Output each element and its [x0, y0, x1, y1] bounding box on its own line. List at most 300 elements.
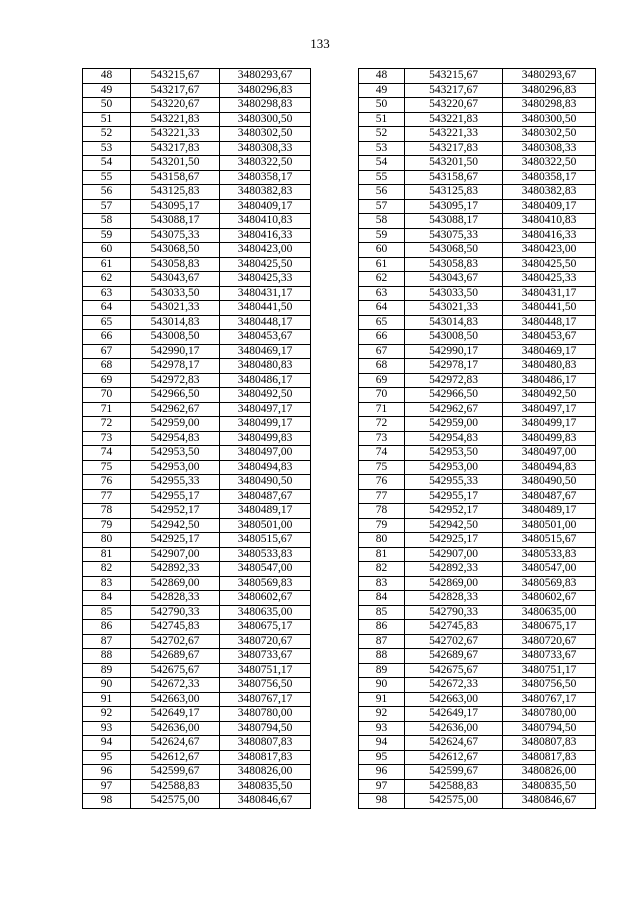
left-point-number-cell: 55 — [83, 170, 131, 185]
column-gap — [311, 431, 359, 446]
right-point-number-cell: 67 — [359, 344, 405, 359]
left-point-number-cell: 93 — [83, 721, 131, 736]
left-y-coordinate-cell: 3480846,67 — [220, 794, 311, 809]
table-row — [83, 112, 596, 127]
right-x-coordinate-cell: 543095,17 — [405, 199, 503, 214]
left-x-coordinate-cell: 542599,67 — [131, 765, 220, 780]
left-x-coordinate-cell: 542952,17 — [131, 504, 220, 519]
column-gap — [311, 489, 359, 504]
right-y-coordinate-cell: 3480720,67 — [503, 634, 596, 649]
table-row — [83, 794, 596, 809]
right-x-coordinate-cell: 543075,33 — [405, 228, 503, 243]
right-y-coordinate-cell: 3480756,50 — [503, 678, 596, 693]
right-y-coordinate-cell: 3480489,17 — [503, 504, 596, 519]
left-point-number-cell: 63 — [83, 286, 131, 301]
left-x-coordinate-cell: 542925,17 — [131, 533, 220, 548]
table-row — [83, 475, 596, 490]
right-x-coordinate-cell: 542624,67 — [405, 736, 503, 751]
left-point-number-cell: 74 — [83, 446, 131, 461]
column-gap — [311, 620, 359, 635]
left-x-coordinate-cell: 542959,00 — [131, 417, 220, 432]
right-y-coordinate-cell: 3480602,67 — [503, 591, 596, 606]
right-y-coordinate-cell: 3480425,50 — [503, 257, 596, 272]
column-gap — [311, 475, 359, 490]
right-y-coordinate-cell: 3480431,17 — [503, 286, 596, 301]
right-y-coordinate-cell: 3480441,50 — [503, 301, 596, 316]
right-y-coordinate-cell: 3480409,17 — [503, 199, 596, 214]
right-x-coordinate-cell: 542649,17 — [405, 707, 503, 722]
right-y-coordinate-cell: 3480322,50 — [503, 156, 596, 171]
right-x-coordinate-cell: 543068,50 — [405, 243, 503, 258]
left-x-coordinate-cell: 542675,67 — [131, 663, 220, 678]
right-x-coordinate-cell: 543125,83 — [405, 185, 503, 200]
left-y-coordinate-cell: 3480296,83 — [220, 83, 311, 98]
left-x-coordinate-cell: 542953,50 — [131, 446, 220, 461]
right-x-coordinate-cell: 542942,50 — [405, 518, 503, 533]
left-x-coordinate-cell: 542588,83 — [131, 779, 220, 794]
column-gap — [311, 170, 359, 185]
right-x-coordinate-cell: 542702,67 — [405, 634, 503, 649]
left-y-coordinate-cell: 3480533,83 — [220, 547, 311, 562]
right-y-coordinate-cell: 3480298,83 — [503, 98, 596, 113]
column-gap — [311, 562, 359, 577]
right-x-coordinate-cell: 542962,67 — [405, 402, 503, 417]
right-y-coordinate-cell: 3480448,17 — [503, 315, 596, 330]
left-point-number-cell: 52 — [83, 127, 131, 142]
left-y-coordinate-cell: 3480499,17 — [220, 417, 311, 432]
left-x-coordinate-cell: 542624,67 — [131, 736, 220, 751]
column-gap — [311, 214, 359, 229]
right-x-coordinate-cell: 542972,83 — [405, 373, 503, 388]
left-x-coordinate-cell: 543201,50 — [131, 156, 220, 171]
right-point-number-cell: 77 — [359, 489, 405, 504]
table-row — [83, 620, 596, 635]
left-y-coordinate-cell: 3480425,50 — [220, 257, 311, 272]
table-row — [83, 170, 596, 185]
column-gap — [311, 649, 359, 664]
left-x-coordinate-cell: 542636,00 — [131, 721, 220, 736]
left-x-coordinate-cell: 542575,00 — [131, 794, 220, 809]
right-x-coordinate-cell: 543215,67 — [405, 69, 503, 84]
left-y-coordinate-cell: 3480423,00 — [220, 243, 311, 258]
left-x-coordinate-cell: 542990,17 — [131, 344, 220, 359]
right-x-coordinate-cell: 542990,17 — [405, 344, 503, 359]
table-row — [83, 460, 596, 475]
left-point-number-cell: 97 — [83, 779, 131, 794]
right-x-coordinate-cell: 542663,00 — [405, 692, 503, 707]
left-point-number-cell: 89 — [83, 663, 131, 678]
right-y-coordinate-cell: 3480547,00 — [503, 562, 596, 577]
table-row — [83, 156, 596, 171]
table-row — [83, 330, 596, 345]
left-point-number-cell: 61 — [83, 257, 131, 272]
right-x-coordinate-cell: 542978,17 — [405, 359, 503, 374]
column-gap — [311, 185, 359, 200]
left-y-coordinate-cell: 3480490,50 — [220, 475, 311, 490]
right-y-coordinate-cell: 3480494,83 — [503, 460, 596, 475]
column-gap — [311, 446, 359, 461]
right-y-coordinate-cell: 3480826,00 — [503, 765, 596, 780]
left-y-coordinate-cell: 3480382,83 — [220, 185, 311, 200]
left-point-number-cell: 79 — [83, 518, 131, 533]
left-y-coordinate-cell: 3480807,83 — [220, 736, 311, 751]
left-point-number-cell: 70 — [83, 388, 131, 403]
left-point-number-cell: 78 — [83, 504, 131, 519]
right-y-coordinate-cell: 3480497,17 — [503, 402, 596, 417]
right-y-coordinate-cell: 3480733,67 — [503, 649, 596, 664]
right-y-coordinate-cell: 3480410,83 — [503, 214, 596, 229]
left-x-coordinate-cell: 542962,67 — [131, 402, 220, 417]
left-y-coordinate-cell: 3480308,33 — [220, 141, 311, 156]
left-point-number-cell: 66 — [83, 330, 131, 345]
right-x-coordinate-cell: 543217,83 — [405, 141, 503, 156]
right-point-number-cell: 82 — [359, 562, 405, 577]
left-x-coordinate-cell: 542702,67 — [131, 634, 220, 649]
right-x-coordinate-cell: 543201,50 — [405, 156, 503, 171]
column-gap — [311, 156, 359, 171]
left-x-coordinate-cell: 542745,83 — [131, 620, 220, 635]
table-row — [83, 736, 596, 751]
left-y-coordinate-cell: 3480409,17 — [220, 199, 311, 214]
column-gap — [311, 141, 359, 156]
right-y-coordinate-cell: 3480501,00 — [503, 518, 596, 533]
table-row — [83, 518, 596, 533]
column-gap — [311, 330, 359, 345]
left-x-coordinate-cell: 543033,50 — [131, 286, 220, 301]
right-y-coordinate-cell: 3480767,17 — [503, 692, 596, 707]
left-x-coordinate-cell: 543075,33 — [131, 228, 220, 243]
right-y-coordinate-cell: 3480846,67 — [503, 794, 596, 809]
left-x-coordinate-cell: 543068,50 — [131, 243, 220, 258]
right-x-coordinate-cell: 543220,67 — [405, 98, 503, 113]
right-point-number-cell: 80 — [359, 533, 405, 548]
left-x-coordinate-cell: 543125,83 — [131, 185, 220, 200]
right-x-coordinate-cell: 543043,67 — [405, 272, 503, 287]
left-point-number-cell: 80 — [83, 533, 131, 548]
column-gap — [311, 301, 359, 316]
left-point-number-cell: 75 — [83, 460, 131, 475]
table-row — [83, 533, 596, 548]
column-gap — [311, 228, 359, 243]
right-y-coordinate-cell: 3480751,17 — [503, 663, 596, 678]
right-x-coordinate-cell: 542869,00 — [405, 576, 503, 591]
right-point-number-cell: 75 — [359, 460, 405, 475]
left-point-number-cell: 98 — [83, 794, 131, 809]
right-point-number-cell: 63 — [359, 286, 405, 301]
right-point-number-cell: 91 — [359, 692, 405, 707]
column-gap — [311, 576, 359, 591]
left-y-coordinate-cell: 3480469,17 — [220, 344, 311, 359]
right-x-coordinate-cell: 542636,00 — [405, 721, 503, 736]
left-y-coordinate-cell: 3480767,17 — [220, 692, 311, 707]
left-point-number-cell: 83 — [83, 576, 131, 591]
right-y-coordinate-cell: 3480780,00 — [503, 707, 596, 722]
right-x-coordinate-cell: 542966,50 — [405, 388, 503, 403]
right-y-coordinate-cell: 3480469,17 — [503, 344, 596, 359]
table-row — [83, 257, 596, 272]
right-y-coordinate-cell: 3480533,83 — [503, 547, 596, 562]
right-point-number-cell: 95 — [359, 750, 405, 765]
table-row — [83, 127, 596, 142]
column-gap — [311, 460, 359, 475]
left-x-coordinate-cell: 542672,33 — [131, 678, 220, 693]
right-x-coordinate-cell: 542907,00 — [405, 547, 503, 562]
right-y-coordinate-cell: 3480358,17 — [503, 170, 596, 185]
column-gap — [311, 417, 359, 432]
column-gap — [311, 69, 359, 84]
left-y-coordinate-cell: 3480515,67 — [220, 533, 311, 548]
column-gap — [311, 765, 359, 780]
left-point-number-cell: 96 — [83, 765, 131, 780]
left-y-coordinate-cell: 3480448,17 — [220, 315, 311, 330]
right-point-number-cell: 76 — [359, 475, 405, 490]
right-point-number-cell: 90 — [359, 678, 405, 693]
right-y-coordinate-cell: 3480817,83 — [503, 750, 596, 765]
left-point-number-cell: 49 — [83, 83, 131, 98]
column-gap — [311, 315, 359, 330]
column-gap — [311, 678, 359, 693]
right-point-number-cell: 97 — [359, 779, 405, 794]
right-x-coordinate-cell: 543088,17 — [405, 214, 503, 229]
left-y-coordinate-cell: 3480635,00 — [220, 605, 311, 620]
right-y-coordinate-cell: 3480487,67 — [503, 489, 596, 504]
left-point-number-cell: 67 — [83, 344, 131, 359]
column-gap — [311, 272, 359, 287]
table-row — [83, 692, 596, 707]
right-y-coordinate-cell: 3480807,83 — [503, 736, 596, 751]
left-x-coordinate-cell: 543158,67 — [131, 170, 220, 185]
left-y-coordinate-cell: 3480569,83 — [220, 576, 311, 591]
left-y-coordinate-cell: 3480751,17 — [220, 663, 311, 678]
column-gap — [311, 98, 359, 113]
left-point-number-cell: 87 — [83, 634, 131, 649]
table-row — [83, 634, 596, 649]
left-point-number-cell: 71 — [83, 402, 131, 417]
column-gap — [311, 750, 359, 765]
left-point-number-cell: 88 — [83, 649, 131, 664]
right-point-number-cell: 72 — [359, 417, 405, 432]
left-x-coordinate-cell: 542663,00 — [131, 692, 220, 707]
page-number: 133 — [310, 36, 330, 51]
left-y-coordinate-cell: 3480497,00 — [220, 446, 311, 461]
left-point-number-cell: 95 — [83, 750, 131, 765]
right-point-number-cell: 58 — [359, 214, 405, 229]
right-y-coordinate-cell: 3480293,67 — [503, 69, 596, 84]
table-row — [83, 315, 596, 330]
right-point-number-cell: 98 — [359, 794, 405, 809]
column-gap — [311, 199, 359, 214]
right-x-coordinate-cell: 543221,33 — [405, 127, 503, 142]
right-x-coordinate-cell: 542892,33 — [405, 562, 503, 577]
table-row — [83, 344, 596, 359]
table-row — [83, 562, 596, 577]
right-point-number-cell: 68 — [359, 359, 405, 374]
table-row — [83, 83, 596, 98]
right-y-coordinate-cell: 3480499,17 — [503, 417, 596, 432]
table-row — [83, 417, 596, 432]
left-point-number-cell: 51 — [83, 112, 131, 127]
left-point-number-cell: 73 — [83, 431, 131, 446]
left-y-coordinate-cell: 3480733,67 — [220, 649, 311, 664]
left-y-coordinate-cell: 3480416,33 — [220, 228, 311, 243]
table-row — [83, 388, 596, 403]
column-gap — [311, 721, 359, 736]
right-x-coordinate-cell: 542612,67 — [405, 750, 503, 765]
column-gap — [311, 518, 359, 533]
left-x-coordinate-cell: 543088,17 — [131, 214, 220, 229]
right-point-number-cell: 70 — [359, 388, 405, 403]
right-x-coordinate-cell: 542955,33 — [405, 475, 503, 490]
left-point-number-cell: 69 — [83, 373, 131, 388]
table-row — [83, 591, 596, 606]
right-y-coordinate-cell: 3480835,50 — [503, 779, 596, 794]
left-point-number-cell: 65 — [83, 315, 131, 330]
right-point-number-cell: 71 — [359, 402, 405, 417]
right-point-number-cell: 64 — [359, 301, 405, 316]
left-y-coordinate-cell: 3480794,50 — [220, 721, 311, 736]
left-y-coordinate-cell: 3480835,50 — [220, 779, 311, 794]
left-point-number-cell: 56 — [83, 185, 131, 200]
coordinates-table — [82, 68, 596, 809]
right-x-coordinate-cell: 542952,17 — [405, 504, 503, 519]
right-y-coordinate-cell: 3480296,83 — [503, 83, 596, 98]
left-x-coordinate-cell: 543217,83 — [131, 141, 220, 156]
table-row — [83, 547, 596, 562]
table-row — [83, 69, 596, 84]
left-x-coordinate-cell: 542790,33 — [131, 605, 220, 620]
left-y-coordinate-cell: 3480675,17 — [220, 620, 311, 635]
column-gap — [311, 794, 359, 809]
left-point-number-cell: 86 — [83, 620, 131, 635]
left-point-number-cell: 85 — [83, 605, 131, 620]
right-point-number-cell: 52 — [359, 127, 405, 142]
left-point-number-cell: 76 — [83, 475, 131, 490]
left-point-number-cell: 81 — [83, 547, 131, 562]
right-x-coordinate-cell: 543158,67 — [405, 170, 503, 185]
right-y-coordinate-cell: 3480675,17 — [503, 620, 596, 635]
left-y-coordinate-cell: 3480547,00 — [220, 562, 311, 577]
right-point-number-cell: 86 — [359, 620, 405, 635]
column-gap — [311, 547, 359, 562]
column-gap — [311, 112, 359, 127]
right-point-number-cell: 81 — [359, 547, 405, 562]
table-row — [83, 141, 596, 156]
left-point-number-cell: 77 — [83, 489, 131, 504]
right-x-coordinate-cell: 542689,67 — [405, 649, 503, 664]
right-point-number-cell: 56 — [359, 185, 405, 200]
right-point-number-cell: 93 — [359, 721, 405, 736]
left-x-coordinate-cell: 542942,50 — [131, 518, 220, 533]
right-x-coordinate-cell: 542588,83 — [405, 779, 503, 794]
right-y-coordinate-cell: 3480308,33 — [503, 141, 596, 156]
right-x-coordinate-cell: 542672,33 — [405, 678, 503, 693]
table-row — [83, 721, 596, 736]
left-y-coordinate-cell: 3480293,67 — [220, 69, 311, 84]
right-point-number-cell: 62 — [359, 272, 405, 287]
right-x-coordinate-cell: 543014,83 — [405, 315, 503, 330]
left-point-number-cell: 90 — [83, 678, 131, 693]
table-row — [83, 185, 596, 200]
left-y-coordinate-cell: 3480489,17 — [220, 504, 311, 519]
right-y-coordinate-cell: 3480302,50 — [503, 127, 596, 142]
left-x-coordinate-cell: 542972,83 — [131, 373, 220, 388]
left-x-coordinate-cell: 542892,33 — [131, 562, 220, 577]
table-row — [83, 663, 596, 678]
left-y-coordinate-cell: 3480453,67 — [220, 330, 311, 345]
left-x-coordinate-cell: 543215,67 — [131, 69, 220, 84]
left-y-coordinate-cell: 3480487,67 — [220, 489, 311, 504]
right-x-coordinate-cell: 543221,83 — [405, 112, 503, 127]
right-y-coordinate-cell: 3480453,67 — [503, 330, 596, 345]
right-point-number-cell: 57 — [359, 199, 405, 214]
right-y-coordinate-cell: 3480480,83 — [503, 359, 596, 374]
column-gap — [311, 663, 359, 678]
left-point-number-cell: 48 — [83, 69, 131, 84]
right-point-number-cell: 55 — [359, 170, 405, 185]
left-x-coordinate-cell: 542955,17 — [131, 489, 220, 504]
right-x-coordinate-cell: 542745,83 — [405, 620, 503, 635]
column-gap — [311, 373, 359, 388]
left-y-coordinate-cell: 3480322,50 — [220, 156, 311, 171]
column-gap — [311, 634, 359, 649]
table-row — [83, 678, 596, 693]
right-point-number-cell: 48 — [359, 69, 405, 84]
left-x-coordinate-cell: 542907,00 — [131, 547, 220, 562]
left-y-coordinate-cell: 3480486,17 — [220, 373, 311, 388]
left-x-coordinate-cell: 542954,83 — [131, 431, 220, 446]
right-point-number-cell: 87 — [359, 634, 405, 649]
right-x-coordinate-cell: 543058,83 — [405, 257, 503, 272]
right-point-number-cell: 92 — [359, 707, 405, 722]
right-y-coordinate-cell: 3480515,67 — [503, 533, 596, 548]
table-row — [83, 301, 596, 316]
left-x-coordinate-cell: 543058,83 — [131, 257, 220, 272]
column-gap — [311, 127, 359, 142]
left-x-coordinate-cell: 542869,00 — [131, 576, 220, 591]
right-y-coordinate-cell: 3480497,00 — [503, 446, 596, 461]
right-point-number-cell: 74 — [359, 446, 405, 461]
table-row — [83, 504, 596, 519]
right-x-coordinate-cell: 543021,33 — [405, 301, 503, 316]
right-point-number-cell: 89 — [359, 663, 405, 678]
table-row — [83, 779, 596, 794]
left-y-coordinate-cell: 3480501,00 — [220, 518, 311, 533]
right-point-number-cell: 69 — [359, 373, 405, 388]
left-x-coordinate-cell: 542828,33 — [131, 591, 220, 606]
column-gap — [311, 533, 359, 548]
right-x-coordinate-cell: 542925,17 — [405, 533, 503, 548]
left-x-coordinate-cell: 543008,50 — [131, 330, 220, 345]
left-point-number-cell: 84 — [83, 591, 131, 606]
table-row — [83, 98, 596, 113]
left-y-coordinate-cell: 3480817,83 — [220, 750, 311, 765]
table-row — [83, 765, 596, 780]
left-x-coordinate-cell: 543221,33 — [131, 127, 220, 142]
table-row — [83, 359, 596, 374]
coordinates-table-body — [83, 69, 596, 809]
left-x-coordinate-cell: 543043,67 — [131, 272, 220, 287]
right-y-coordinate-cell: 3480300,50 — [503, 112, 596, 127]
right-x-coordinate-cell: 542599,67 — [405, 765, 503, 780]
right-x-coordinate-cell: 542953,00 — [405, 460, 503, 475]
table-row — [83, 707, 596, 722]
left-y-coordinate-cell: 3480302,50 — [220, 127, 311, 142]
left-point-number-cell: 94 — [83, 736, 131, 751]
left-y-coordinate-cell: 3480602,67 — [220, 591, 311, 606]
left-y-coordinate-cell: 3480358,17 — [220, 170, 311, 185]
left-point-number-cell: 58 — [83, 214, 131, 229]
right-x-coordinate-cell: 542955,17 — [405, 489, 503, 504]
